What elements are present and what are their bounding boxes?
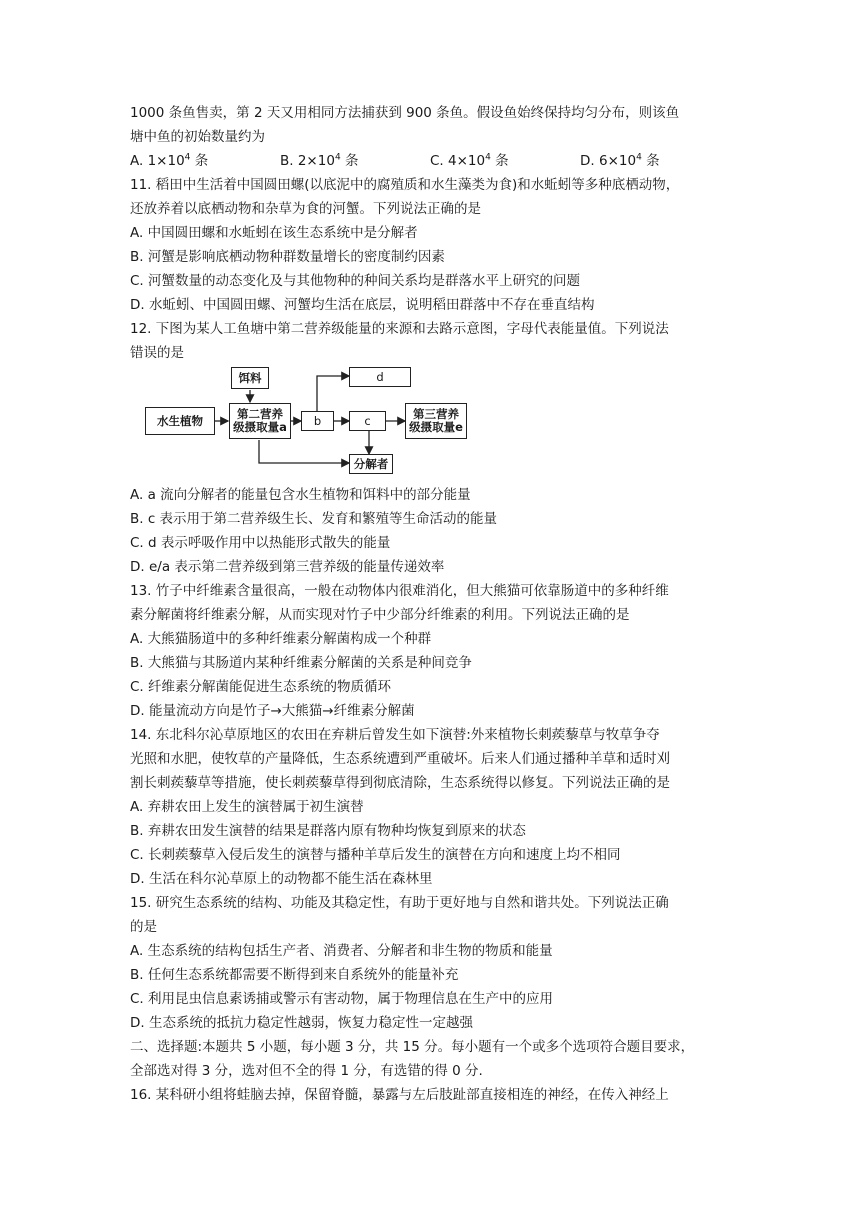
q10-option-d: D. $6\times 10^4$ 条: [580, 152, 660, 169]
q14-option-c: C. 长刺蒺藜草入侵后发生的演替与播种羊草后发生的演替在方向和速度上均不相同: [130, 847, 621, 863]
aquatic-plant-box: 水生植物: [145, 407, 215, 435]
q12-stem-line2: 错误的是: [130, 345, 184, 361]
q11-stem-line1: 11. 稻田中生活着中国圆田螺(以底泥中的腐殖质和水生藻类为食)和水蚯蚓等多种底栖动物，: [130, 177, 680, 193]
q12-option-a: A. a 流向分解者的能量包含水生植物和饵料中的部分能量: [130, 487, 471, 503]
q14-option-a: A. 弃耕农田上发生的演替属于初生演替: [130, 799, 364, 815]
q13-option-c: C. 纤维素分解菌能促进生态系统的物质循环: [130, 679, 392, 695]
q10-option-b: B. $2\times 10^4$ 条: [280, 152, 359, 169]
q13-option-d: D. 能量流动方向是竹子→大熊猫→纤维素分解菌: [130, 703, 415, 719]
q11-option-c: C. 河蟹数量的动态变化及与其他物种的种间关系均是群落水平上研究的问题: [130, 273, 581, 289]
q11-option-a: A. 中国圆田螺和水蚯蚓在该生态系统中是分解者: [130, 225, 418, 241]
q12-stem-line1: 12. 下图为某人工鱼塘中第二营养级能量的来源和去路示意图，字母代表能量值。下列说法: [130, 321, 669, 337]
feed-box: 饵料: [231, 367, 269, 389]
q15-stem-line1: 15. 研究生态系统的结构、功能及其稳定性，有助于更好地与自然和谐共处。下列说法正确: [130, 895, 669, 911]
q10-option-c: C. $4\times 10^4$ 条: [430, 152, 509, 169]
d-box: d: [349, 367, 411, 387]
q15-option-a: A. 生态系统的结构包括生产者、消费者、分解者和非生物的物质和能量: [130, 943, 553, 959]
q12-option-d: D. e/a 表示第二营养级到第三营养级的能量传递效率: [130, 559, 445, 575]
b-box: b: [301, 411, 334, 431]
q11-stem-line2: 还放养着以底栖动物和杂草为食的河蟹。下列说法正确的是: [130, 201, 481, 217]
q10-line1: 1000 条鱼售卖，第 2 天又用相同方法捕获到 900 条鱼。假设鱼始终保持均匀分布，则该鱼: [130, 105, 680, 121]
section2-instructions-line2: 全部选对得 3 分，选对但不全的得 1 分，有选错的得 0 分.: [130, 1063, 483, 1079]
q15-option-c: C. 利用昆虫信息素诱捕或警示有害动物，属于物理信息在生产中的应用: [130, 991, 554, 1007]
energy-flow-diagram: [143, 365, 483, 477]
q10-line2: 塘中鱼的初始数量约为: [130, 129, 265, 145]
q11-option-b: B. 河蟹是影响底栖动物种群数量增长的密度制约因素: [130, 249, 445, 265]
section2-instructions-line1: 二、选择题:本题共 5 小题，每小题 3 分，共 15 分。每小题有一个或多个选项符合题目要求，: [130, 1039, 695, 1055]
q14-stem-line3: 割长刺蒺藜草等措施，使长刺蒺藜草得到彻底清除，生态系统得以修复。下列说法正确的是: [130, 775, 670, 791]
q11-option-d: D. 水蚯蚓、中国圆田螺、河蟹均生活在底层，说明稻田群落中不存在垂直结构: [130, 297, 595, 313]
q12-option-c: C. d 表示呼吸作用中以热能形式散失的能量: [130, 535, 391, 551]
q15-stem-line2: 的是: [130, 919, 157, 935]
q15-option-b: B. 任何生态系统都需要不断得到来自系统外的能量补充: [130, 967, 459, 983]
third-trophic-level-box: [405, 403, 467, 439]
c-box: c: [349, 411, 386, 431]
q13-stem-line1: 13. 竹子中纤维素含量很高，一般在动物体内很难消化，但大熊猫可依靠肠道中的多种纤维: [130, 583, 669, 599]
second-level-label-line2: 级摄取量a: [233, 420, 287, 434]
q14-stem-line2: 光照和水肥，使牧草的产量降低，生态系统遭到严重破坏。后来人们通过播种羊草和适时刈: [130, 751, 670, 767]
third-level-label-line2: 级摄取量e: [409, 420, 463, 434]
third-level-label-line1: 第三营养: [413, 407, 459, 421]
decomposer-box: 分解者: [349, 454, 393, 474]
second-trophic-level-box: [229, 403, 291, 439]
q15-option-d: D. 生态系统的抵抗力稳定性越弱，恢复力稳定性一定越强: [130, 1015, 473, 1031]
q16-stem-line1: 16. 某科研小组将蛙脑去掉，保留脊髓，暴露与左后肢趾部直接相连的神经，在传入神经上: [130, 1087, 669, 1103]
q14-stem-line1: 14. 东北科尔沁草原地区的农田在弃耕后曾发生如下演替:外来植物长刺蒺藜草与牧草争夺: [130, 727, 660, 743]
q13-option-a: A. 大熊猫肠道中的多种纤维素分解菌构成一个种群: [130, 631, 432, 647]
q13-stem-line2: 素分解菌将纤维素分解，从而实现对竹子中少部分纤维素的利用。下列说法正确的是: [130, 607, 630, 623]
q14-option-b: B. 弃耕农田发生演替的结果是群落内原有物种均恢复到原来的状态: [130, 823, 526, 839]
q13-option-b: B. 大熊猫与其肠道内某种纤维素分解菌的关系是种间竞争: [130, 655, 472, 671]
q14-option-d: D. 生活在科尔沁草原上的动物都不能生活在森林里: [130, 871, 433, 887]
q12-option-b: B. c 表示用于第二营养级生长、发育和繁殖等生命活动的能量: [130, 511, 498, 527]
second-level-label-line1: 第二营养: [237, 407, 283, 421]
q10-option-a: A. $1\times 10^4$ 条: [130, 152, 209, 169]
